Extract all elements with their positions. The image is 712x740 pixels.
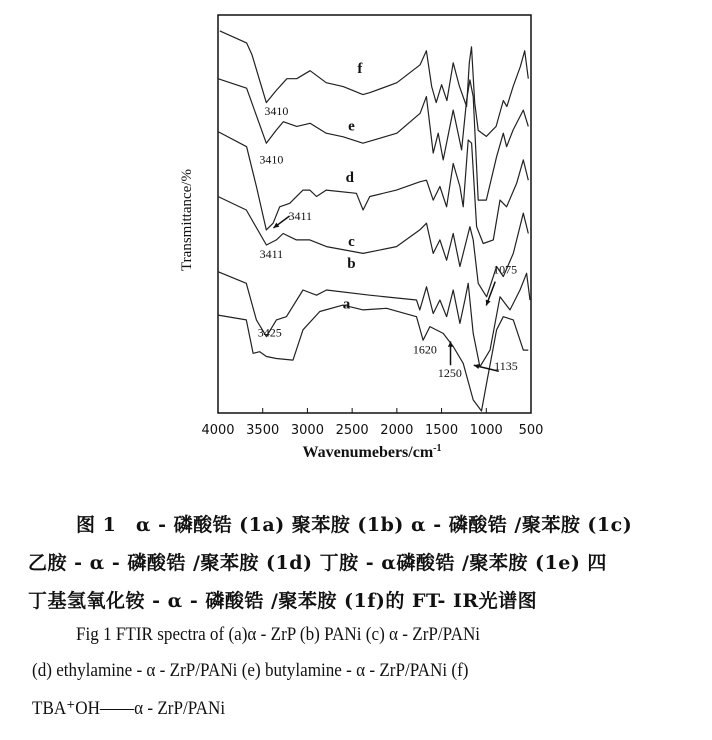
curve-label-c: c [348,233,355,250]
x-axis-label: Wavenumebers/$cm^{-1}$ [302,443,442,461]
caption-en-line-1: Fig 1 FTIR spectra of (a)α - ZrP (b) PANi (c) α - ZrP/PANi [76,624,481,645]
peak-label-1075: 1075 [493,262,518,277]
x-tick-label: 4000 [201,423,235,438]
spectrum-curve-f [220,31,529,136]
curve-label-e: e [348,118,355,135]
spectrum-curve-d [218,132,528,244]
caption-en-line-3: TBA⁺OH——α - ZrP/PANi [32,698,226,719]
caption-zh-line-1: 图 1 α - 磷酸锆 (1a) 聚苯胺 (1b) α - 磷酸锆 /聚苯胺 (1c) [76,514,633,536]
x-tick-label: 1500 [425,423,459,438]
y-axis-label: Transmittance/% [179,169,195,271]
curve-label-a: a [342,296,351,313]
x-tick-label: 2000 [380,423,414,438]
peak-label-3425: 3425 [257,325,282,340]
x-tick-label: 1000 [469,423,503,438]
caption-zh-line-3: 丁基氢氧化铵 - α - 磷酸锆 /聚苯胺 (1f)的 FT- IR光谱图 [28,590,538,612]
peak-label-1250: 1250 [437,365,462,380]
curve-label-b: b [347,256,356,273]
peak-label-3411: 3411 [288,208,313,223]
arrow-head-icon [448,341,453,346]
x-tick-label: 3000 [290,423,324,438]
plot-frame [218,15,531,413]
peak-label-3410: 3410 [259,152,284,167]
spectrum-curve-a [218,305,528,411]
caption-en-line-2: (d) ethylamine - α - ZrP/PANi (e) butylamine - α - ZrP/PANi (f) [32,660,469,681]
peak-label-3410: 3410 [264,103,289,118]
peak-label-1620: 1620 [412,342,437,357]
curve-label-f: f [357,61,363,78]
curve-label-d: d [345,170,354,187]
peak-label-1135: 1135 [494,359,518,374]
caption-zh-line-2: 乙胺 - α - 磷酸锆 /聚苯胺 (1d) 丁胺 - α磷酸锆 /聚苯胺 (1e) 四 [28,552,607,574]
x-tick-label: 2500 [335,423,369,438]
x-tick-label: 500 [518,423,544,438]
spectrum-curve-b [218,272,530,367]
x-tick-label: 3500 [246,423,280,438]
peak-label-3411: 3411 [259,247,284,262]
